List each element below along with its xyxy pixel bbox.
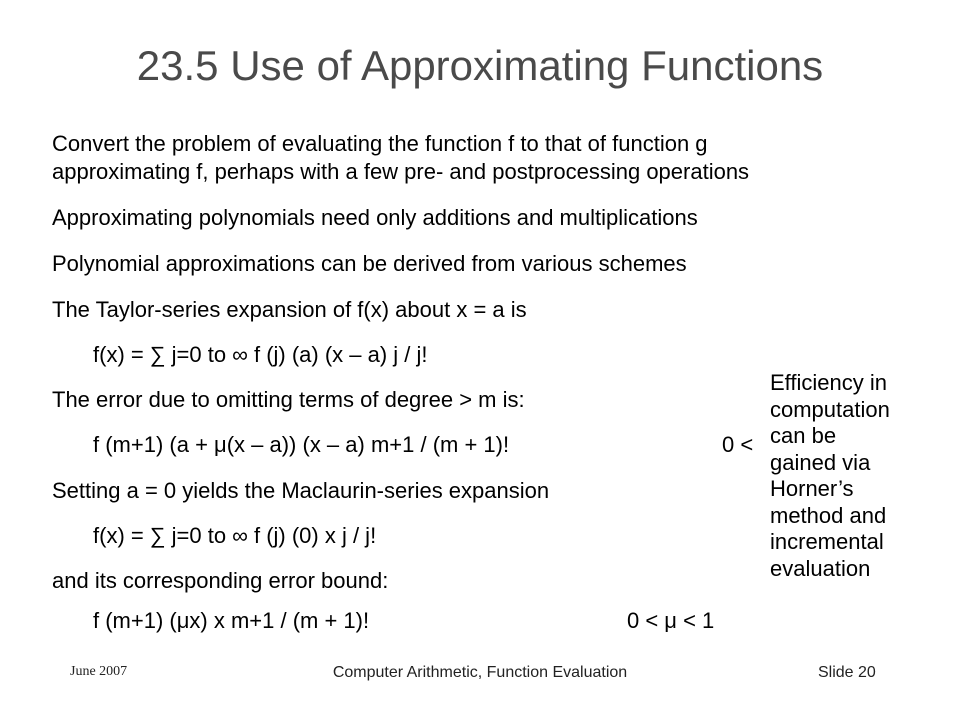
taylor-intro: The Taylor-series expansion of f(x) about x = a is: [52, 297, 527, 322]
bound-intro: and its corresponding error bound:: [52, 568, 389, 593]
bound-range: 0 < μ < 1: [627, 608, 715, 633]
intro-line-2: [52, 158, 749, 186]
maclaurin-formula: f(x) = ∑ j=0 to ∞ f (j) (0) x j / j!: [93, 523, 377, 548]
maclaurin-intro: Setting a = 0 yields the Maclaurin-series expansion: [52, 478, 550, 503]
efficiency-note: Efficiency in computation can be gained via Horner’s method and incremental evaluation: [770, 370, 890, 581]
intro-line-2-text: approximating f, perhaps with a few pre- and postprocessing operations: [52, 159, 750, 184]
bound-formula: f (m+1) (μx) x m+1 / (m + 1)!: [93, 608, 370, 633]
footer-date: June 2007: [70, 664, 128, 679]
error-bound: 0 <: [722, 432, 754, 457]
schemes-line: Polynomial approximations can be derived from various schemes: [52, 251, 687, 276]
taylor-formula: f(x) = ∑ j=0 to ∞ f (j) (a) (x – a) j / j!: [93, 342, 428, 367]
intro-line-1: [52, 130, 708, 158]
intro-line-1-text: Convert the problem of evaluating the function f to that of function g: [52, 131, 708, 156]
slide-title: 23.5 Use of Approximating Functions: [136, 42, 824, 89]
slide-number: Slide 20: [818, 664, 876, 681]
footer-course: Computer Arithmetic, Function Evaluation: [332, 664, 628, 681]
error-intro: The error due to omitting terms of degree > m is:: [52, 387, 525, 412]
polynomial-line: Approximating polynomials need only additions and multiplications: [52, 205, 698, 230]
error-formula: f (m+1) (a + μ(x – a)) (x – a) m+1 / (m + 1)!: [93, 432, 510, 457]
